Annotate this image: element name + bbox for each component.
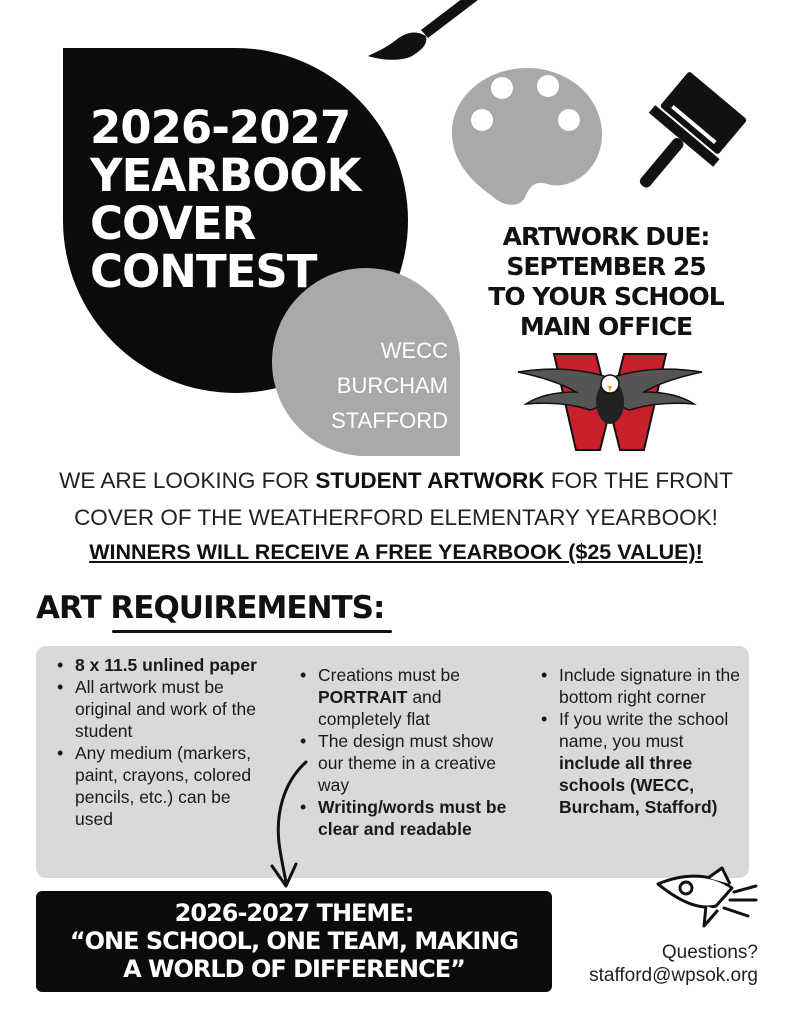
contact-email[interactable]: stafford@wpsok.org xyxy=(589,965,758,986)
intro-bold: STUDENT ARTWORK xyxy=(315,468,545,493)
due-line-3: TO YOUR SCHOOL xyxy=(488,282,724,311)
theme-text xyxy=(36,899,552,983)
contact-info xyxy=(548,941,758,987)
intro-part-1: WE ARE LOOKING FOR xyxy=(59,468,316,493)
list-item: • Creations must be PORTRAIT and completely flat xyxy=(296,664,516,730)
school-burcham: BURCHAM xyxy=(336,373,448,398)
curved-arrow-icon xyxy=(262,758,322,890)
school-stafford: STAFFORD xyxy=(331,408,448,433)
schools-list xyxy=(300,333,448,438)
intro-part-2: FOR THE FRONT COVER OF THE WEATHERFORD ELEMENTARY YEARBOOK! xyxy=(74,468,733,530)
theme-line-1: 2026-2027 THEME: xyxy=(174,899,414,927)
eagle-w-logo xyxy=(516,350,704,454)
due-line-1: ARTWORK DUE: xyxy=(502,222,710,251)
rocket-icon xyxy=(656,866,760,932)
list-item: • If you write the school name, you must include all three schools (WECC, Burcham, Stafford) xyxy=(537,708,747,818)
paintbrush-icon xyxy=(366,0,496,70)
heading-underline xyxy=(112,630,392,633)
palette-icon xyxy=(452,66,602,206)
list-item: • Any medium (markers, paint, crayons, colored pencils, etc.) can be used xyxy=(53,742,263,830)
requirements-column-3 xyxy=(537,664,747,818)
title-line-1: 2026-2027 xyxy=(90,101,351,154)
list-item: • Writing/words must be clear and readable xyxy=(296,796,516,840)
theme-line-2: “ONE SCHOOL, ONE TEAM, MAKING xyxy=(69,927,519,955)
contest-title xyxy=(90,101,390,298)
intro-text xyxy=(20,462,772,536)
list-item: • All artwork must be original and work of the student xyxy=(53,676,263,742)
questions-label: Questions? xyxy=(661,942,758,963)
title-line-4: CONTEST xyxy=(90,245,317,298)
requirements-heading: ART REQUIREMENTS: xyxy=(36,590,385,626)
list-item: • 8 x 11.5 unlined paper xyxy=(53,654,263,676)
due-date-notice xyxy=(470,222,742,342)
theme-line-3: A WORLD OF DIFFERENCE” xyxy=(123,955,465,983)
requirements-column-1 xyxy=(53,654,263,830)
title-line-2: YEARBOOK xyxy=(90,149,361,202)
requirements-column-2 xyxy=(296,664,516,840)
due-line-2: SEPTEMBER 25 xyxy=(506,252,706,281)
title-line-3: COVER xyxy=(90,197,256,250)
list-item: • Include signature in the bottom right corner xyxy=(537,664,747,708)
paint-brush-wide-icon xyxy=(636,70,766,200)
school-wecc: WECC xyxy=(380,338,448,363)
winners-notice: WINNERS WILL RECEIVE A FREE YEARBOOK ($25 VALUE)! xyxy=(89,540,703,564)
due-line-4: MAIN OFFICE xyxy=(519,312,693,341)
list-item: • The design must show our theme in a creative way xyxy=(296,730,516,796)
